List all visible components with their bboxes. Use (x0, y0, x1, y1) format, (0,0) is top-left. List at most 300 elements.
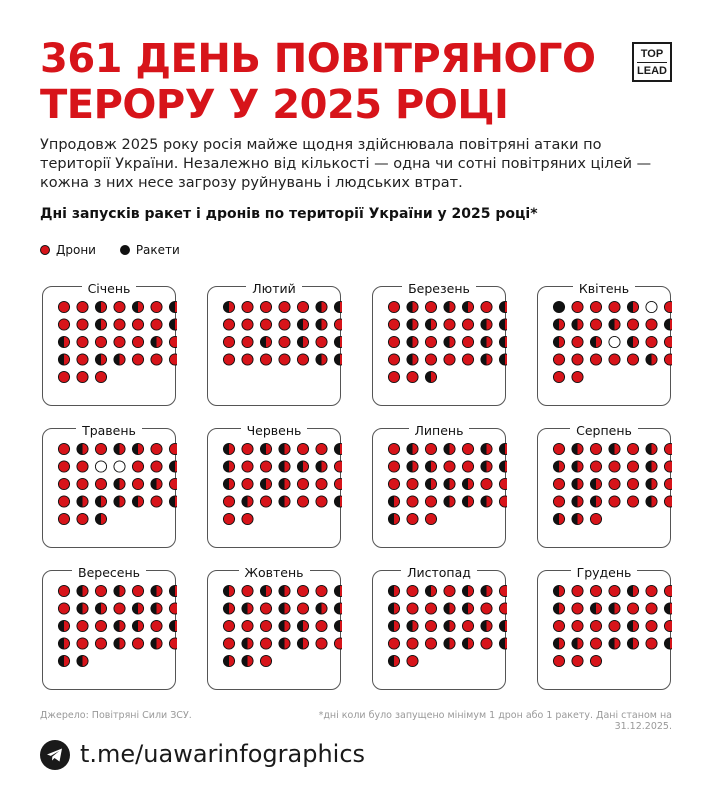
legend-label-drones: Дрони (56, 243, 96, 257)
day-dot (407, 585, 418, 596)
day-dot (425, 336, 436, 347)
month-dots (43, 571, 177, 691)
day-dot (279, 585, 290, 596)
day-dot (58, 354, 69, 365)
day-dot (242, 638, 253, 649)
day-dot (77, 620, 88, 631)
day-dot (114, 461, 125, 472)
day-dot (58, 513, 69, 524)
day-dot (388, 655, 399, 666)
day-dot (627, 301, 638, 312)
day-dot (664, 638, 672, 649)
month-label (43, 562, 175, 581)
day-dot (77, 513, 88, 524)
day-dot (169, 496, 177, 507)
day-dot (462, 638, 473, 649)
day-dot (627, 585, 638, 596)
month-label-text: Серпень (570, 423, 638, 438)
day-dot (151, 443, 162, 454)
day-dot (279, 638, 290, 649)
month-label (208, 420, 340, 439)
day-dot (95, 354, 106, 365)
day-dot (242, 513, 253, 524)
day-dot (151, 585, 162, 596)
day-dot (609, 336, 620, 347)
month-label (538, 420, 670, 439)
day-dot (499, 585, 507, 596)
day-dot (572, 461, 583, 472)
day-dot (151, 354, 162, 365)
month-label (373, 420, 505, 439)
day-dot (95, 443, 106, 454)
day-dot (77, 603, 88, 614)
day-dot (462, 620, 473, 631)
day-dot (481, 336, 492, 347)
day-dot (151, 461, 162, 472)
day-dot (260, 478, 271, 489)
day-dot (553, 585, 564, 596)
day-dot (132, 354, 143, 365)
day-dot (627, 478, 638, 489)
day-dot (425, 585, 436, 596)
day-dot (572, 620, 583, 631)
month-label (43, 278, 175, 297)
month-label-text: Червень (241, 423, 308, 438)
day-dot (481, 638, 492, 649)
day-dot (407, 371, 418, 382)
day-dot (114, 336, 125, 347)
day-dot (132, 620, 143, 631)
day-dot (334, 461, 342, 472)
day-dot (481, 478, 492, 489)
day-dot (572, 478, 583, 489)
day-dot (58, 603, 69, 614)
day-dot (462, 301, 473, 312)
day-dot (646, 301, 657, 312)
day-dot (444, 301, 455, 312)
day-dot (242, 319, 253, 330)
month-label (208, 562, 340, 581)
day-dot (444, 620, 455, 631)
logo-bottom-text: LEAD (637, 65, 667, 77)
month-label-text: Листопад (401, 565, 477, 580)
day-dot (609, 319, 620, 330)
day-dot (169, 638, 177, 649)
month-dots (43, 429, 177, 549)
day-dot (462, 354, 473, 365)
day-dot (58, 585, 69, 596)
day-dot (77, 371, 88, 382)
day-dot (407, 354, 418, 365)
month-dots (373, 571, 507, 691)
day-dot (609, 496, 620, 507)
day-dot (77, 336, 88, 347)
day-dot (425, 301, 436, 312)
day-dot (664, 478, 672, 489)
day-dot (297, 443, 308, 454)
day-dot (95, 620, 106, 631)
day-dot (553, 603, 564, 614)
day-dot (590, 443, 601, 454)
telegram-link-text[interactable]: t.me/uawarinfographics (80, 740, 366, 768)
month-dots (538, 287, 672, 407)
day-dot (444, 354, 455, 365)
chart-subtitle: Дні запусків ракет і дронів по території України у 2025 році* (40, 206, 538, 222)
day-dot (590, 301, 601, 312)
day-dot (407, 301, 418, 312)
day-dot (169, 620, 177, 631)
day-dot (572, 585, 583, 596)
day-dot (242, 620, 253, 631)
day-dot (77, 461, 88, 472)
day-dot (444, 585, 455, 596)
day-dot (242, 496, 253, 507)
day-dot (425, 620, 436, 631)
legend-swatch-drones (40, 245, 50, 255)
day-dot (609, 638, 620, 649)
month-label (208, 278, 340, 297)
day-dot (169, 443, 177, 454)
top-lead-logo (632, 42, 672, 82)
logo-top-text: TOP (637, 44, 667, 63)
day-dot (260, 655, 271, 666)
day-dot (444, 478, 455, 489)
day-dot (590, 461, 601, 472)
day-dot (499, 603, 507, 614)
day-dot (114, 319, 125, 330)
day-dot (334, 478, 342, 489)
day-dot (572, 319, 583, 330)
day-dot (223, 620, 234, 631)
day-dot (462, 478, 473, 489)
day-dot (260, 336, 271, 347)
day-dot (132, 301, 143, 312)
month-label-text: Липень (409, 423, 470, 438)
day-dot (114, 478, 125, 489)
month-dots (208, 429, 342, 549)
day-dot (114, 638, 125, 649)
day-dot (646, 461, 657, 472)
day-dot (279, 319, 290, 330)
day-dot (590, 585, 601, 596)
day-dot (388, 301, 399, 312)
day-dot (242, 603, 253, 614)
day-dot (646, 585, 657, 596)
day-dot (425, 461, 436, 472)
day-dot (444, 603, 455, 614)
month-label (43, 420, 175, 439)
day-dot (481, 496, 492, 507)
day-dot (627, 336, 638, 347)
day-dot (316, 336, 327, 347)
day-dot (223, 638, 234, 649)
day-dot (334, 336, 342, 347)
day-dot (388, 478, 399, 489)
day-dot (590, 513, 601, 524)
day-dot (388, 620, 399, 631)
day-dot (664, 461, 672, 472)
day-dot (590, 319, 601, 330)
day-dot (279, 443, 290, 454)
day-dot (316, 638, 327, 649)
day-dot (572, 496, 583, 507)
day-dot (627, 461, 638, 472)
day-dot (77, 319, 88, 330)
day-dot (223, 655, 234, 666)
legend-item-missiles (120, 243, 180, 257)
day-dot (77, 585, 88, 596)
day-dot (553, 620, 564, 631)
day-dot (499, 638, 507, 649)
month-label-text: Травень (76, 423, 142, 438)
day-dot (388, 336, 399, 347)
day-dot (169, 478, 177, 489)
day-dot (609, 461, 620, 472)
legend (40, 243, 200, 257)
day-dot (260, 461, 271, 472)
day-dot (627, 496, 638, 507)
day-dot (572, 655, 583, 666)
day-dot (499, 319, 507, 330)
day-dot (242, 655, 253, 666)
day-dot (462, 443, 473, 454)
day-dot (481, 319, 492, 330)
day-dot (297, 336, 308, 347)
day-dot (279, 496, 290, 507)
day-dot (132, 336, 143, 347)
day-dot (223, 603, 234, 614)
day-dot (481, 585, 492, 596)
day-dot (151, 620, 162, 631)
day-dot (553, 354, 564, 365)
day-dot (77, 354, 88, 365)
day-dot (425, 603, 436, 614)
day-dot (664, 354, 672, 365)
day-dot (664, 620, 672, 631)
day-dot (223, 585, 234, 596)
day-dot (425, 496, 436, 507)
day-dot (223, 443, 234, 454)
day-dot (646, 638, 657, 649)
day-dot (334, 620, 342, 631)
day-dot (609, 478, 620, 489)
month-dots (538, 429, 672, 549)
day-dot (77, 638, 88, 649)
day-dot (444, 461, 455, 472)
day-dot (223, 336, 234, 347)
day-dot (609, 585, 620, 596)
day-dot (58, 638, 69, 649)
day-dot (388, 354, 399, 365)
month-label-text: Березень (402, 281, 476, 296)
day-dot (223, 301, 234, 312)
day-dot (95, 585, 106, 596)
month-box-9 (42, 565, 176, 690)
month-box-1 (42, 281, 176, 406)
day-dot (462, 461, 473, 472)
day-dot (425, 443, 436, 454)
day-dot (58, 478, 69, 489)
day-dot (77, 443, 88, 454)
day-dot (95, 319, 106, 330)
day-dot (242, 585, 253, 596)
day-dot (297, 478, 308, 489)
day-dot (425, 371, 436, 382)
day-dot (590, 496, 601, 507)
day-dot (609, 301, 620, 312)
day-dot (407, 513, 418, 524)
day-dot (242, 354, 253, 365)
day-dot (572, 443, 583, 454)
month-box-10 (207, 565, 341, 690)
day-dot (407, 655, 418, 666)
day-dot (132, 496, 143, 507)
day-dot (260, 301, 271, 312)
day-dot (297, 496, 308, 507)
day-dot (609, 603, 620, 614)
day-dot (572, 638, 583, 649)
day-dot (553, 319, 564, 330)
month-label-text: Вересень (72, 565, 146, 580)
day-dot (646, 603, 657, 614)
day-dot (95, 371, 106, 382)
day-dot (553, 301, 564, 312)
day-dot (297, 603, 308, 614)
day-dot (499, 354, 507, 365)
source-note: Джерело: Повітряні Сили ЗСУ. (40, 710, 192, 721)
day-dot (316, 478, 327, 489)
day-dot (481, 354, 492, 365)
day-dot (114, 585, 125, 596)
day-dot (334, 603, 342, 614)
day-dot (388, 461, 399, 472)
day-dot (590, 638, 601, 649)
day-dot (334, 585, 342, 596)
month-label (373, 562, 505, 581)
day-dot (169, 461, 177, 472)
day-dot (316, 461, 327, 472)
day-dot (316, 496, 327, 507)
day-dot (58, 319, 69, 330)
day-dot (388, 638, 399, 649)
day-dot (242, 461, 253, 472)
day-dot (590, 336, 601, 347)
day-dot (260, 354, 271, 365)
day-dot (407, 603, 418, 614)
day-dot (114, 354, 125, 365)
day-dot (553, 478, 564, 489)
day-dot (646, 620, 657, 631)
day-dot (169, 336, 177, 347)
day-dot (572, 371, 583, 382)
day-dot (572, 354, 583, 365)
day-dot (297, 354, 308, 365)
day-dot (242, 443, 253, 454)
day-dot (462, 585, 473, 596)
day-dot (297, 319, 308, 330)
day-dot (499, 461, 507, 472)
day-dot (646, 319, 657, 330)
day-dot (572, 336, 583, 347)
day-dot (242, 336, 253, 347)
day-dot (444, 443, 455, 454)
month-label (373, 278, 505, 297)
day-dot (407, 336, 418, 347)
day-dot (58, 461, 69, 472)
day-dot (279, 461, 290, 472)
day-dot (58, 443, 69, 454)
day-dot (499, 478, 507, 489)
day-dot (664, 585, 672, 596)
day-dot (664, 603, 672, 614)
day-dot (425, 513, 436, 524)
day-dot (279, 478, 290, 489)
day-dot (260, 496, 271, 507)
day-dot (95, 603, 106, 614)
day-dot (297, 461, 308, 472)
day-dot (58, 301, 69, 312)
day-dot (499, 443, 507, 454)
month-dots (373, 429, 507, 549)
day-dot (407, 319, 418, 330)
day-dot (407, 461, 418, 472)
day-dot (260, 603, 271, 614)
day-dot (499, 620, 507, 631)
day-dot (223, 461, 234, 472)
day-dot (132, 443, 143, 454)
day-dot (609, 620, 620, 631)
day-dot (95, 301, 106, 312)
day-dot (279, 620, 290, 631)
day-dot (132, 585, 143, 596)
day-dot (407, 496, 418, 507)
day-dot (609, 354, 620, 365)
day-dot (316, 603, 327, 614)
day-dot (407, 620, 418, 631)
day-dot (627, 638, 638, 649)
month-box-11 (372, 565, 506, 690)
day-dot (609, 443, 620, 454)
day-dot (481, 620, 492, 631)
month-box-12 (537, 565, 671, 690)
day-dot (481, 603, 492, 614)
day-dot (553, 336, 564, 347)
day-dot (58, 336, 69, 347)
day-dot (388, 443, 399, 454)
day-dot (407, 638, 418, 649)
day-dot (646, 478, 657, 489)
day-dot (279, 603, 290, 614)
day-dot (114, 301, 125, 312)
day-dot (151, 603, 162, 614)
month-dots (208, 287, 342, 407)
day-dot (132, 461, 143, 472)
day-dot (646, 354, 657, 365)
day-dot (58, 371, 69, 382)
month-label (538, 562, 670, 581)
day-dot (316, 585, 327, 596)
day-dot (444, 496, 455, 507)
day-dot (169, 319, 177, 330)
day-dot (572, 513, 583, 524)
day-dot (114, 620, 125, 631)
day-dot (572, 603, 583, 614)
day-dot (388, 496, 399, 507)
day-dot (553, 461, 564, 472)
month-box-8 (537, 423, 671, 548)
month-label-text: Лютий (246, 281, 301, 296)
day-dot (646, 496, 657, 507)
